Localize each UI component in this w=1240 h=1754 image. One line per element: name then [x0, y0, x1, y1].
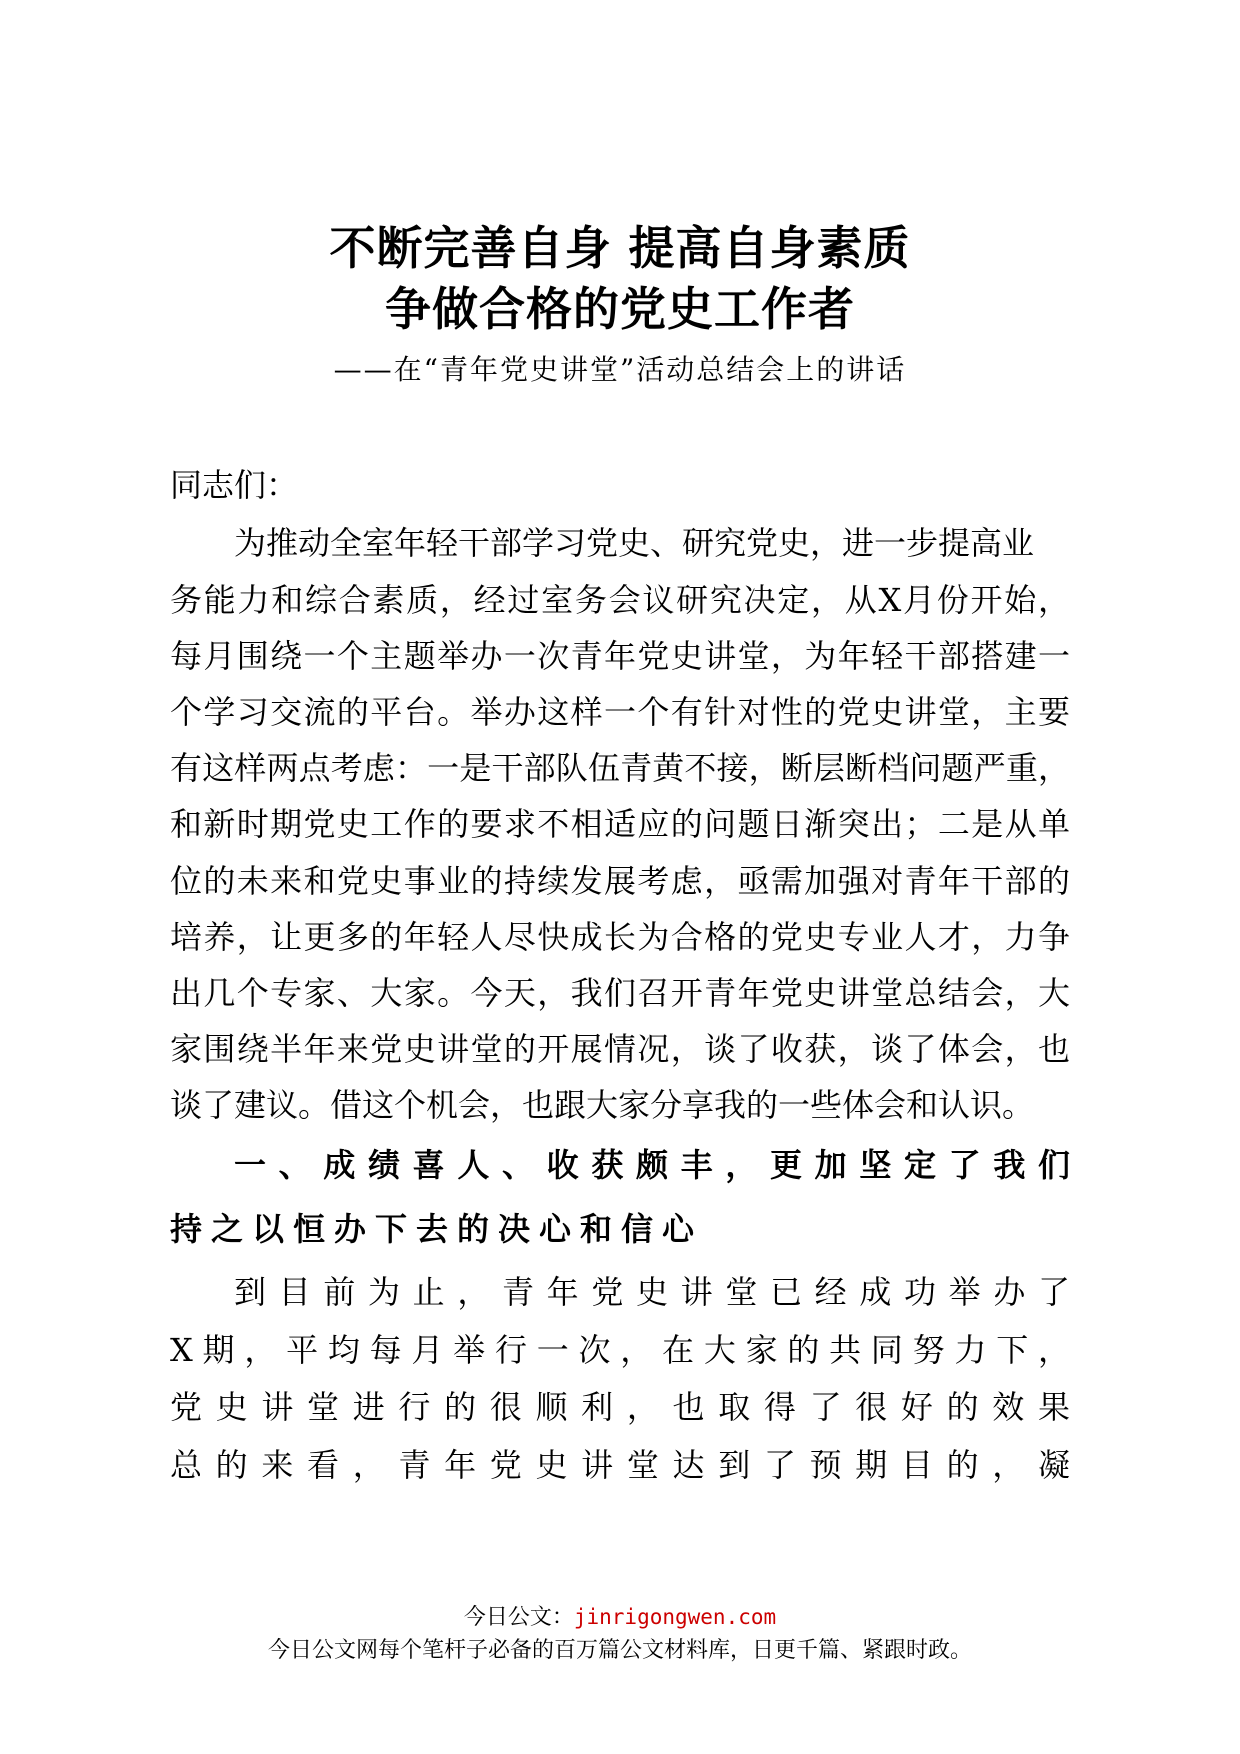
paragraph-1-line: 为推动全室年轻干部学习党史、研究党史，进一步提高业: [234, 524, 1035, 562]
title-line-2: 争做合格的党史工作者: [385, 282, 855, 336]
paragraph-1-line: 每月围绕一个主题举办一次青年党史讲堂，为年轻干部搭建一: [170, 637, 1070, 675]
footer-site-label: 今日公文：: [463, 1605, 574, 1630]
footer-site-link[interactable]: jinrigongwen.com: [573, 1605, 777, 1629]
title-line-1: 不断完善自身 提高自身素质: [329, 221, 911, 275]
footer-slogan: 今日公文网每个笔杆子必备的百万篇公文材料库，日更千篇、紧跟时政。: [267, 1638, 972, 1663]
paragraph-1-line: 和新时期党史工作的要求不相适应的问题日渐突出；二是从单: [170, 805, 1070, 843]
paragraph-2-line: 到目前为止，青年党史讲堂已经成功举办了: [234, 1273, 1070, 1311]
paragraph-1-line: 务能力和综合素质，经过室务会议研究决定，从X月份开始，: [170, 581, 1070, 619]
paragraph-1-line: 出几个专家、大家。今天，我们召开青年党史讲堂总结会，大: [170, 974, 1070, 1012]
paragraph-2-line: 总的来看，青年党史讲堂达到了预期目的，凝: [170, 1446, 1070, 1484]
paragraph-1-line: 有这样两点考虑：一是干部队伍青黄不接，断层断档问题严重，: [170, 749, 1070, 787]
salutation: 同志们：: [170, 466, 299, 504]
subtitle: ——在“青年党史讲堂”活动总结会上的讲话: [333, 353, 907, 386]
paragraph-1-line: 家围绕半年来党史讲堂的开展情况，谈了收获，谈了体会，也: [170, 1030, 1070, 1068]
paragraph-2-line: 党史讲堂进行的很顺利，也取得了很好的效果: [170, 1388, 1070, 1426]
paragraph-2-line: X期，平均每月举行一次，在大家的共同努力下，: [170, 1331, 1070, 1369]
paragraph-1-line: 个学习交流的平台。举办这样一个有针对性的党史讲堂，主要: [170, 693, 1070, 731]
paragraph-1-line: 位的未来和党史事业的持续发展考虑，亟需加强对青年干部的: [170, 862, 1070, 900]
paragraph-1-line: 谈了建议。借这个机会，也跟大家分享我的一些体会和认识。: [170, 1086, 1035, 1124]
paragraph-1-line: 培养，让更多的年轻人尽快成长为合格的党史专业人才，力争: [170, 918, 1070, 956]
footer-site: [0, 1602, 1240, 1633]
section-heading-line: 持之以恒办下去的决心和信心: [170, 1210, 704, 1248]
section-heading-line: 一、成绩喜人、收获颇丰，更加坚定了我们: [234, 1146, 1070, 1184]
